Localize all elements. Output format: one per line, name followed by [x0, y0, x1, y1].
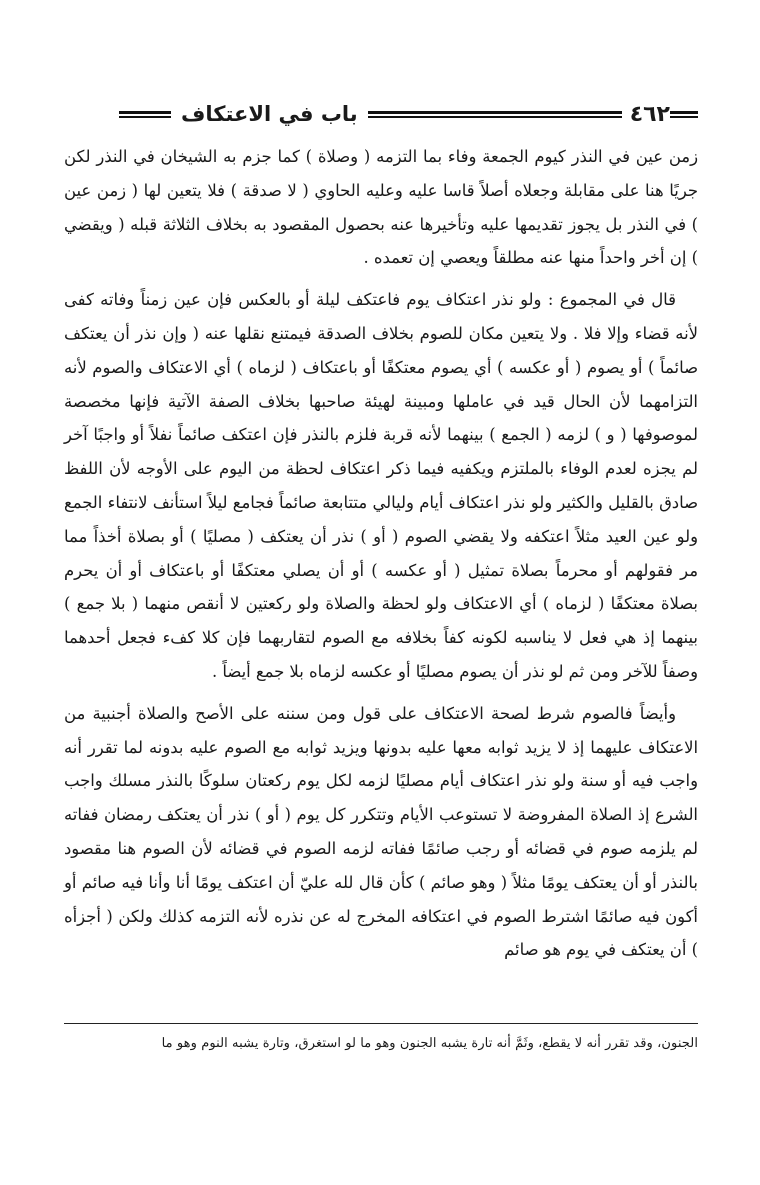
paragraph: وأيضاً فالصوم شرط لصحة الاعتكاف على قول ومن سننه على الأصح والصلاة أجنبية من الاعتكاف عليهما إذ لا يزيد ثوابه معها عليه بدونها ويزيد ثوابه مع الصوم عليه بدونه لما تقرر أنه واجب فيه أو سنة ولو نذر اعتكاف أيام مصليًا لزمه لكل يوم ركعتان سلوكًا بالنذر مسلك واجب الشرع إذ الصلاة المفروضة لا تستوعب الأيام وتتكرر كل يوم ( أو ) نذر أن يعتكف رمضان ففاته لم يلزمه صوم في قضائه أو رجب صائمًا ففاته لزمه الصوم في قضائه لأن الصوم هنا مقصود بالنذر أو أن يعتكف يومًا مثلاً ( وهو صائم ) كأن قال لله عليّ أن اعتكف يومًا أنا وأنا فيه صائم أو أكون فيه صائمًا اشترط الصوم في اعتكافه المخرج له عن نذره لأنه التزمه كذلك ولكن ( أجزأه ) أن يعتكف في يوم هو صائم [64, 703, 698, 960]
main-text [64, 140, 698, 967]
header-rule-left [119, 111, 171, 118]
paragraph: قال في المجموع : ولو نذر اعتكاف يوم فاعتكف ليلة أو بالعكس فإن عين زمناً وفاته كفى لأنه قضاء وإلا فلا . ولا يتعين مكان للصوم بخلاف الصدقة فيمتنع نقلها عنه ( وإن نذر أن يعتكف صائماً ) أو يصوم ( أو عكسه ) أي يصوم معتكفًا أو باعتكاف ( لزماه ) أي الاعتكاف والصوم لأنه التزامهما لأن الحال قيد في عاملها ومبينة لهيئة صاحبها بخلاف الصفة الآتية فإنها مخصصة لموصوفها ( و ) لزمه ( الجمع ) بينهما لأنه قربة فلزم بالنذر فإن اعتكف صائماً نفلاً أو واجبًا آخر لم يجزه لعدم الوفاء بالملتزم ويكفيه فيما ذكر اعتكاف لحظة من اليوم على الأوجه لأن اللفظ صادق بالقليل والكثير ولو نذر اعتكاف أيام وليالي متتابعة صائماً فجامع ليلاً استأنف لانتفاء الجمع ولو عين العيد مثلاً اعتكفه ولا يقضي الصوم ( أو ) نذر أن يعتكف ( مصليًا ) أو بصلاة أخذاً مما مر فقولهم أو محرماً بصلاة تمثيل ( أو عكسه ) أو أن يصلي معتكفًا أو باعتكاف أو أن يحرم بصلاة معتكفًا ( لزماه ) أي الاعتكاف ولو لحظة والصلاة ولو ركعتين لا أنقص منهما ( بلا جمع ) بينهما إذ هي فعل لا يناسبه لكونه كفاً بخلافه مع الصوم لتقاربهما فإن كلا كفء فجعل أحدهما وصفاً للآخر ومن ثم لو نذر أن يصوم مصليًا أو عكسه لزماه بلا جمع أيضاً . [64, 290, 698, 681]
header-rule-middle [368, 111, 622, 118]
header-rule-right [670, 111, 698, 118]
page-number: ٤٦٢ [629, 101, 670, 127]
footnote-divider [64, 1023, 698, 1024]
footnote: الجنون، وقد تقرر أنه لا يقطع، وثَمَّ أنه تارة يشبه الجنون وهو ما لو استغرق، وتارة يشبه النوم وهو ما [161, 1036, 698, 1051]
paragraph: زمن عين في النذر كيوم الجمعة وفاء بما التزمه ( وصلاة ) كما جزم به الشيخان في النذر لكن جريًا هنا على مقابلة وجعلاه أصلاً قاسا عليه وعليه الحاوي ( لا صدقة ) فلا يتعين لها ( زمن عين ) في النذر بل يجوز تقديمها عليه وتأخيرها عنه بحصول المقصود به بخلاف الثلاثة قبله ( ويقضي ) إن أخر واحداً منها عنه مطلقاً ويعصي إن تعمده . [64, 147, 698, 268]
chapter-title: باب في الاعتكاف [180, 102, 358, 126]
running-header [66, 96, 698, 132]
